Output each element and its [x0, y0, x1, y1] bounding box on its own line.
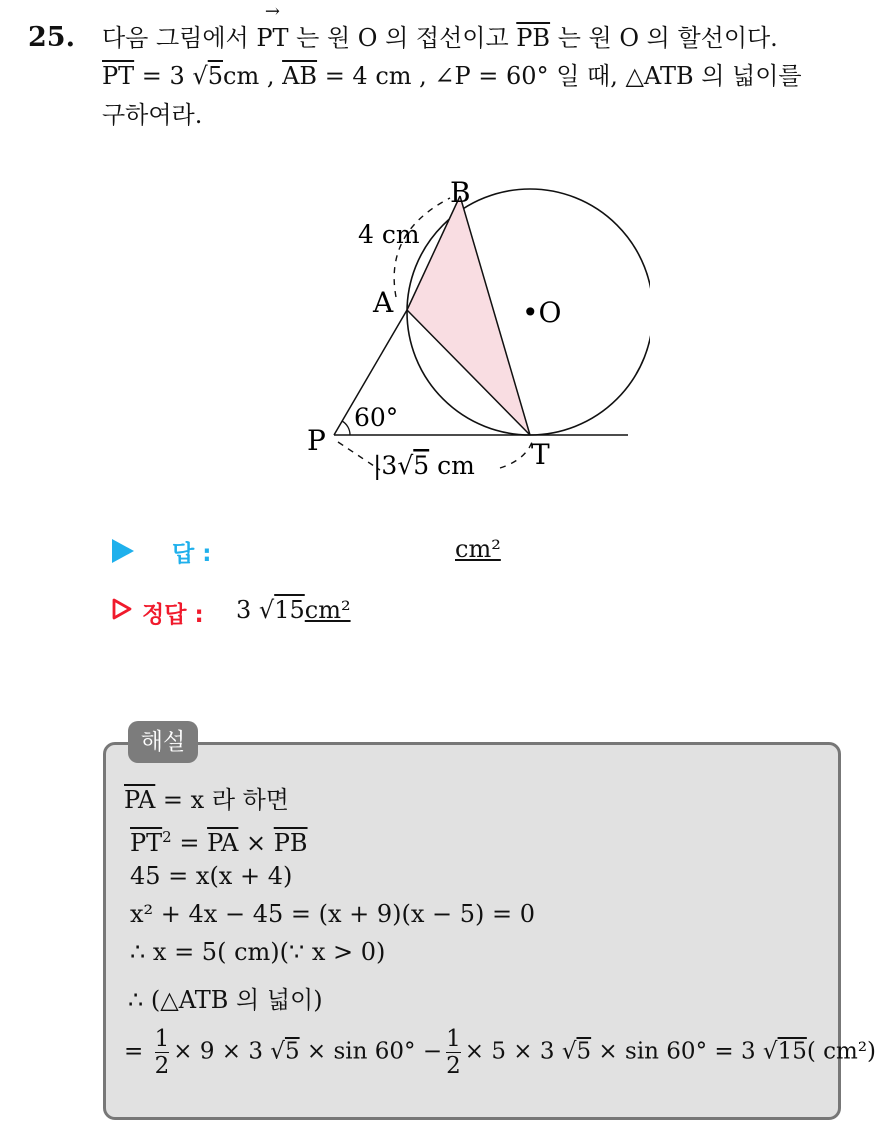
brace-pt-right: [500, 442, 532, 468]
segment-pt: $\overline{PT}$: [102, 62, 135, 90]
geometry-figure: [290, 170, 650, 500]
question-text: 다음 그림에서: [102, 24, 257, 52]
solution-tag: 해설: [128, 721, 198, 763]
question-line-2: $\overline{PT} = 3$ √5cm , $\overline{AB} = 4$ cm , ∠P = 60° 일 때, △ATB 의 넓이를: [102, 58, 802, 94]
correct-answer-label: 정답 :: [142, 602, 204, 628]
solution-line-6: ∴ (△ATB 의 넓이): [128, 986, 323, 1014]
angle-arc: [342, 421, 350, 435]
sqrt-5: √5: [192, 62, 223, 90]
solution-line-7: = $\frac{1}{2}$ × 9 × 3 √5 × sin 60° − $\frac{1}{2}$ × 5 × 3 √5 × sin 60° = 3 √15( cm²): [124, 1026, 877, 1079]
vector-arrow-icon: →: [264, 1, 280, 22]
question-line-1: 다음 그림에서 → PT 는 원 O 의 접선이고 $\overline{PB}$ 는 원 O 의 할선이다.: [102, 20, 778, 56]
question-line-3: 구하여라.: [102, 101, 203, 129]
solution-line-4: x² + 4x − 45 = (x + 9)(x − 5) = 0: [130, 900, 536, 928]
solution-line-3: 45 = x(x + 4): [130, 862, 293, 890]
answer-arrow-icon: [112, 539, 134, 563]
label-p: P: [307, 424, 326, 457]
label-angle-p: 60°: [354, 403, 399, 432]
segment-ab: $\overline{AB}$: [282, 62, 318, 90]
label-t: T: [531, 438, 550, 471]
answer-unit: cm²: [455, 535, 501, 563]
segment-pb: $\overline{PB}$: [516, 24, 551, 52]
correct-answer-value: 3 √15cm²: [236, 596, 351, 624]
question-number: 25.: [28, 22, 75, 53]
fraction-half-2: $\frac{1}{2}$: [446, 1026, 461, 1079]
solution-line-2: $\overline{PT}^2 = \overline{PA} \times \overline{PB}$: [130, 828, 308, 857]
triangle-atb: [407, 196, 530, 435]
label-pt-length: |3√5 cm: [373, 451, 475, 480]
fraction-half: $\frac{1}{2}$: [154, 1026, 170, 1079]
label-ab-length: 4 cm: [358, 220, 420, 249]
solution-line-1: $\overline{PA} = x$ 라 하면: [124, 786, 289, 814]
solution-line-5: ∴ x = 5( cm)(∵ x > 0): [130, 938, 386, 966]
label-a: A: [373, 286, 394, 319]
vector-pt: → PT: [256, 1, 289, 52]
label-o: •O: [522, 296, 562, 329]
answer-label: 답 :: [172, 541, 212, 567]
correct-arrow-icon: [112, 598, 132, 620]
label-b: B: [450, 176, 471, 209]
